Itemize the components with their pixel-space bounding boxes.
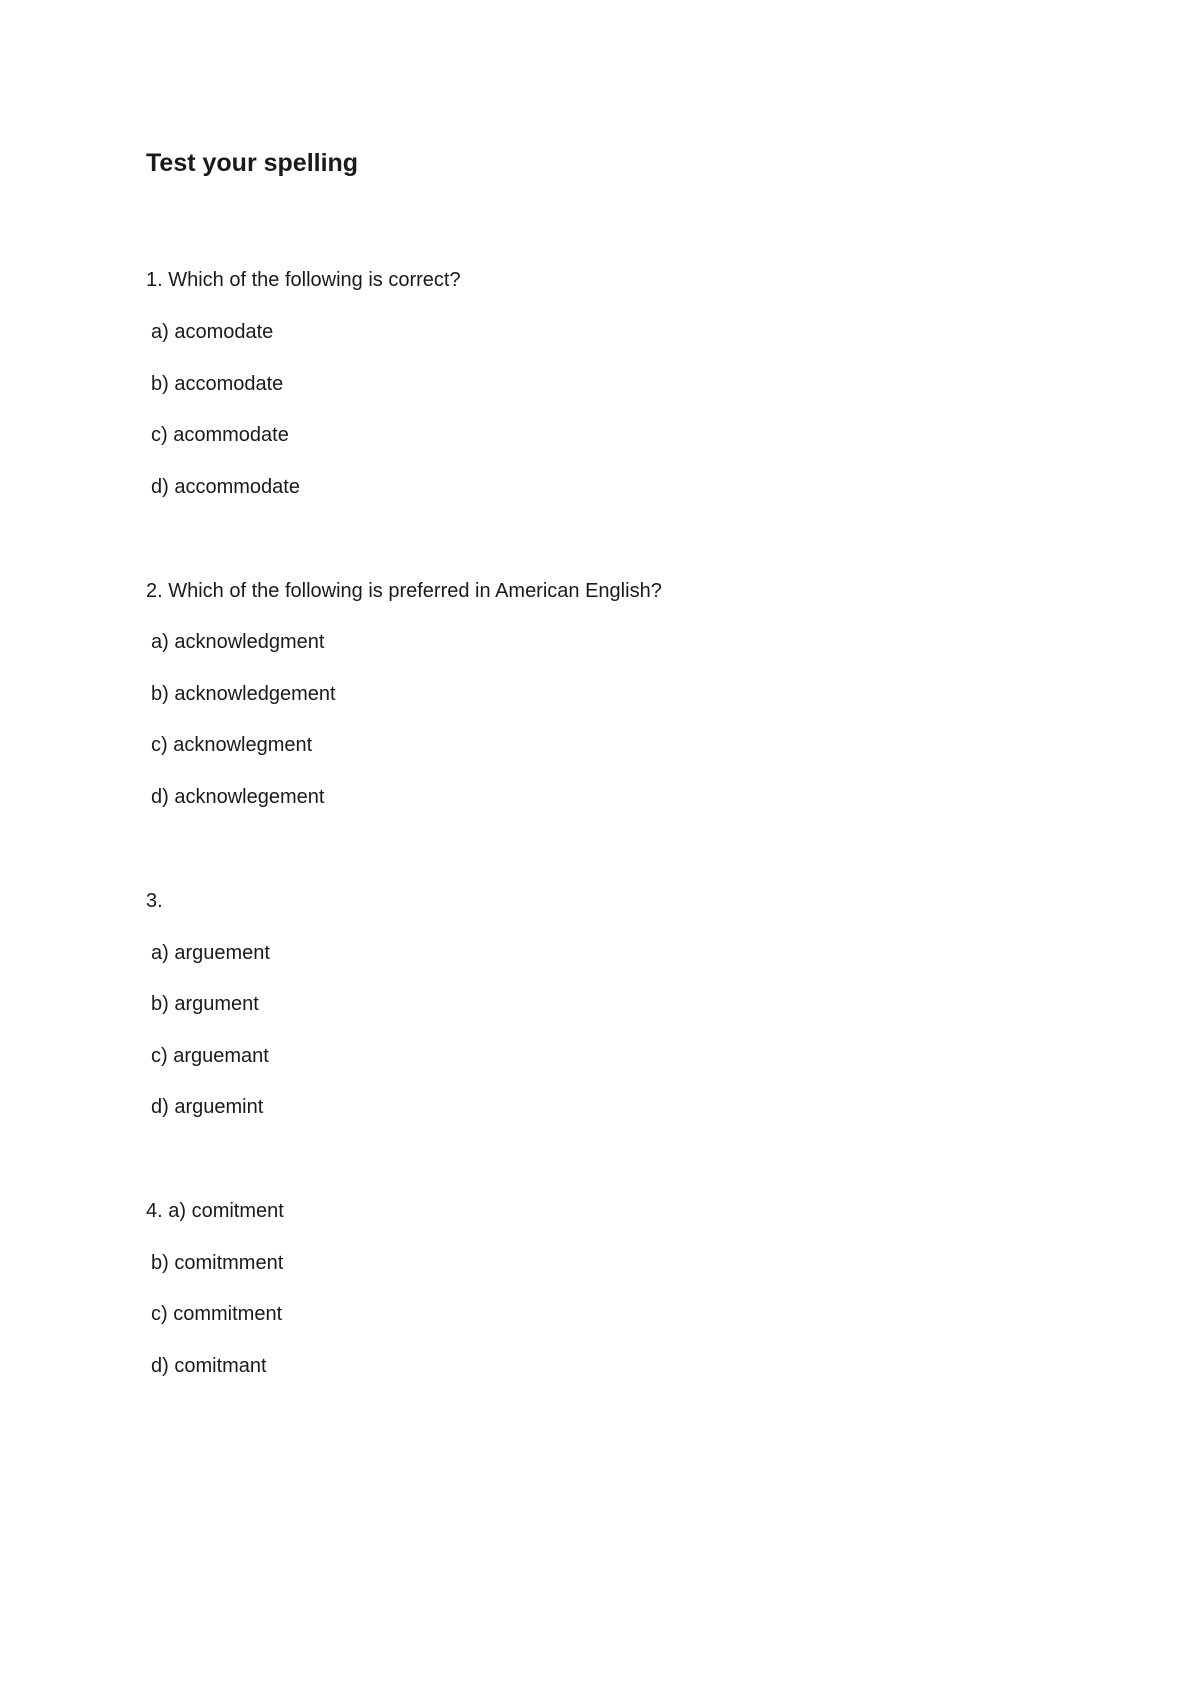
question-2-prompt: 2. Which of the following is preferred in American English?: [146, 580, 662, 602]
question-1-option-a: a) acomodate: [151, 321, 274, 343]
question-1-option-c: c) acommodate: [151, 424, 289, 446]
question-4-prompt: 4. a) comitment: [146, 1200, 284, 1222]
question-1-prompt: 1. Which of the following is correct?: [146, 269, 461, 291]
question-4-option-c: c) commitment: [151, 1303, 283, 1325]
question-2-option-d: d) acknowlegement: [151, 786, 325, 808]
question-1-option-d: d) accommodate: [151, 476, 300, 498]
question-2-option-c: c) acknowlegment: [151, 734, 313, 756]
question-3-prompt: 3.: [146, 890, 163, 912]
question-4-option-d: d) comitmant: [151, 1355, 267, 1377]
question-4-option-b: b) comitmment: [151, 1252, 284, 1274]
page-title: Test your spelling: [146, 149, 359, 177]
question-3-option-d: d) arguemint: [151, 1096, 264, 1118]
question-1-option-b: b) accomodate: [151, 373, 284, 395]
question-2-option-b: b) acknowledgement: [151, 683, 336, 705]
question-2-option-a: a) acknowledgment: [151, 631, 325, 653]
question-3-option-a: a) arguement: [151, 942, 270, 964]
question-3-option-b: b) argument: [151, 993, 259, 1015]
question-3-option-c: c) arguemant: [151, 1045, 269, 1067]
